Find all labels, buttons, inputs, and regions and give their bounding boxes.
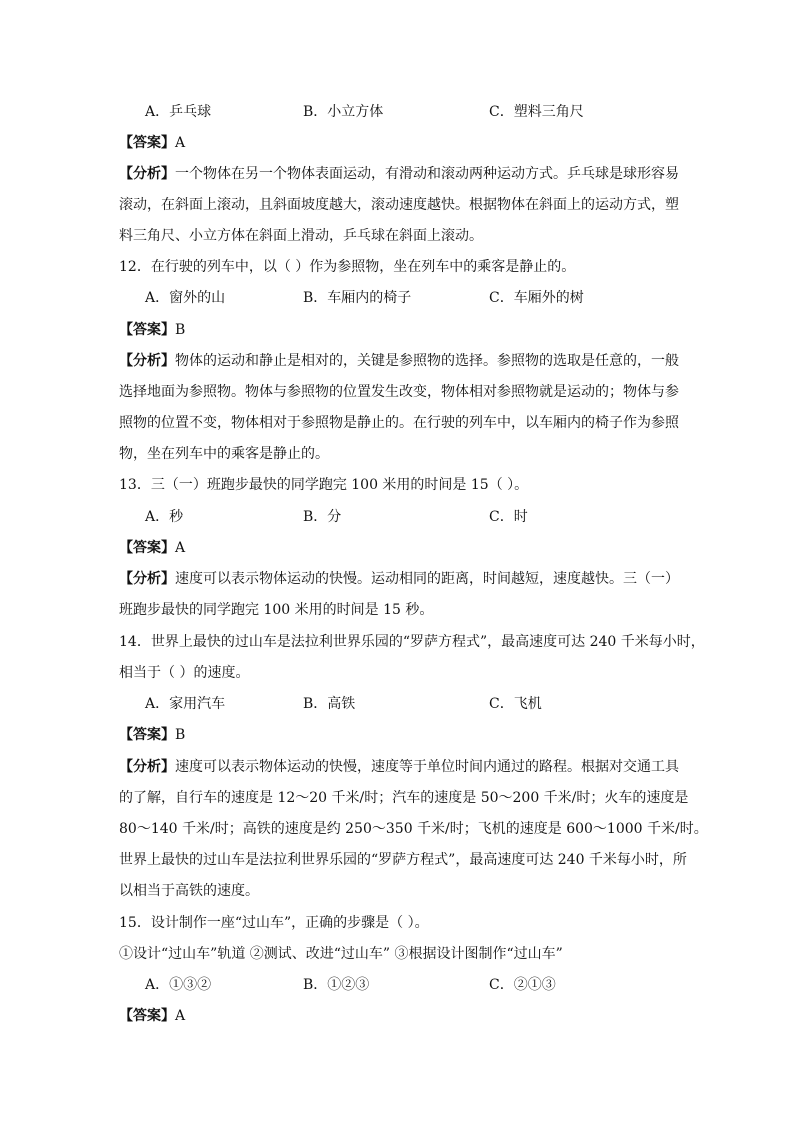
answer-label: 【答案】: [119, 135, 175, 151]
q14-analysis-line: 以相当于高铁的速度。: [119, 883, 259, 899]
q13-question: 13．三（一）班跑步最快的同学跑完 100 米用的时间是 15（ ）。: [119, 477, 529, 493]
q13-analysis-line: 班跑步最快的同学跑完 100 米用的时间是 15 秒。: [119, 602, 434, 618]
q11-option-b: B．小立方体: [303, 104, 384, 120]
q15-option-c: C．②①③: [489, 977, 556, 993]
q15-steps: ①设计“过山车”轨道 ②测试、改进“过山车” ③根据设计图制作“过山车”: [119, 946, 563, 962]
q12-option-b: B．车厢内的椅子: [303, 290, 412, 306]
analysis-label: 【分析】: [119, 353, 175, 369]
answer-value: B: [175, 727, 186, 743]
q12-analysis-line: 照物的位置不变，物体相对于参照物是静止的。在行驶的列车中，以车厢内的椅子作为参照: [119, 415, 679, 431]
q11-answer: [119, 133, 185, 153]
answer-label: 【答案】: [119, 540, 175, 556]
q11-analysis-line: [119, 164, 679, 184]
q12-analysis-line: 选择地面为参照物。物体与参照物的位置发生改变，物体相对参照物就是运动的；物体与参: [119, 384, 679, 400]
analysis-text: 速度可以表示物体运动的快慢。运动相同的距离，时间越短，速度越快。三（一）: [175, 571, 679, 587]
q13-option-b: B．分: [303, 509, 342, 525]
q14-question-line: 14．世界上最快的过山车是法拉利世界乐园的“罗萨方程式”，最高速度可达 240 千米每小时，: [119, 634, 705, 650]
q14-analysis-line: [119, 757, 679, 777]
q14-question-line: 相当于（ ）的速度。: [119, 665, 250, 681]
q14-analysis-line: 80～140 千米/时；高铁的速度是约 250～350 千米/时；飞机的速度是 600～1000 千米/时。: [119, 821, 708, 837]
q12-analysis-line: [119, 351, 679, 371]
answer-label: 【答案】: [119, 322, 175, 338]
q11-option-c: C．塑料三角尺: [489, 104, 584, 120]
q14-analysis-line: 世界上最快的过山车是法拉利世界乐园的“罗萨方程式”，最高速度可达 240 千米每小时，所: [119, 852, 687, 868]
q14-answer: [119, 725, 185, 745]
q15-answer: [119, 1006, 185, 1026]
q13-answer: [119, 538, 185, 558]
q11-option-a: A．乒乓球: [145, 104, 212, 120]
q11-analysis-line: 滚动，在斜面上滚动，且斜面坡度越大，滚动速度越快。根据物体在斜面上的运动方式，塑: [119, 197, 679, 213]
analysis-label: 【分析】: [119, 166, 175, 182]
q15-option-b: B．①②③: [303, 977, 370, 993]
analysis-text: 速度可以表示物体运动的快慢，速度等于单位时间内通过的路程。根据对交通工具: [175, 759, 679, 775]
q14-option-b: B．高铁: [303, 696, 356, 712]
analysis-label: 【分析】: [119, 759, 175, 775]
q13-analysis-line: [119, 569, 679, 589]
answer-value: A: [175, 135, 186, 151]
q12-option-c: C．车厢外的树: [489, 290, 584, 306]
q12-question: 12．在行驶的列车中，以（ ）作为参照物，坐在列车中的乘客是静止的。: [119, 259, 576, 275]
q12-analysis-line: 物，坐在列车中的乘客是静止的。: [119, 446, 329, 462]
q13-option-c: C．时: [489, 509, 528, 525]
q14-option-a: A．家用汽车: [145, 696, 226, 712]
q14-analysis-line: 的了解，自行车的速度是 12～20 千米/时；汽车的速度是 50～200 千米/时；火车的速度是: [119, 790, 689, 806]
analysis-text: 一个物体在另一个物体表面运动，有滑动和滚动两种运动方式。乒乓球是球形容易: [175, 166, 679, 182]
q12-option-a: A．窗外的山: [145, 290, 226, 306]
q13-option-a: A．秒: [145, 509, 184, 525]
answer-value: B: [175, 322, 186, 338]
analysis-label: 【分析】: [119, 571, 175, 587]
q15-option-a: A．①③②: [145, 977, 212, 993]
q11-analysis-line: 料三角尺、小立方体在斜面上滑动，乒乓球在斜面上滚动。: [119, 228, 483, 244]
answer-label: 【答案】: [119, 1008, 175, 1024]
q12-answer: [119, 320, 185, 340]
q14-option-c: C．飞机: [489, 696, 542, 712]
answer-label: 【答案】: [119, 727, 175, 743]
analysis-text: 物体的运动和静止是相对的，关键是参照物的选择。参照物的选取是任意的，一般: [175, 353, 679, 369]
answer-value: A: [175, 540, 186, 556]
q15-question: 15．设计制作一座“过山车”，正确的步骤是（ ）。: [119, 915, 429, 931]
answer-value: A: [175, 1008, 186, 1024]
